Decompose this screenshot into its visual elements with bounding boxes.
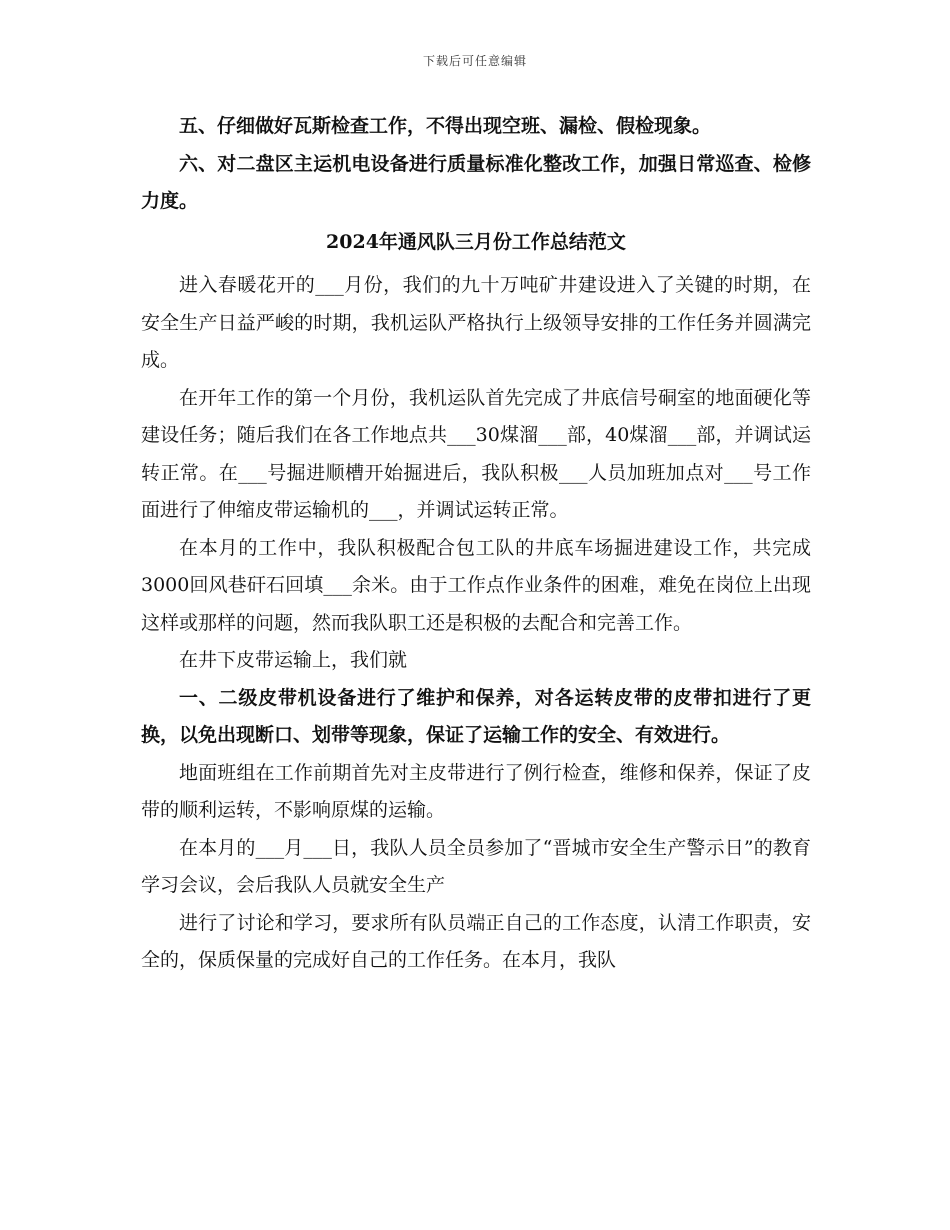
document-title: 2024年通风队三月份工作总结范文: [326, 230, 626, 253]
paragraph-item-5: 五、仔细做好瓦斯检查工作，不得出现空班、漏检、假检现象。: [179, 115, 712, 137]
paragraph-first-month: 在开年工作的第一个月份，我机运队首先完成了井底信号硐室的地面硬化等建设任务；随后我们在各工作地点共___30煤溜___部，40煤溜___部，并调试运转正常。在___号掘进顺槽开始掘进后，我队积极___人员加班加点对___号工作面进行了伸缩皮带运输机的___，并调试运转正常。: [141, 386, 811, 521]
paragraph-ground-team: 地面班组在工作前期首先对主皮带进行了例行检查，维修和保养，保证了皮带的顺利运转，不影响原煤的运输。: [141, 761, 811, 821]
paragraph-intro: 进入春暖花开的___月份，我们的九十万吨矿井建设进入了关键的时期，在安全生产日益严峻的时期，我机运队严格执行上级领导安排的工作任务并圆满完成。: [141, 274, 811, 371]
paragraph-this-month: 在本月的工作中，我队积极配合包工队的井底车场掘进建设工作，共完成3000回风巷矸石回填___余米。由于工作点作业条件的困难，难免在岗位上出现这样或那样的问题，然而我队职工还是积极的去配合和完善工作。: [141, 536, 811, 634]
paragraph-item-6: 六、对二盘区主运机电设备进行质量标准化整改工作，加强日常巡查、检修力度。: [141, 152, 811, 212]
paragraph-belt-transport: 在井下皮带运输上，我们就: [179, 649, 408, 671]
paragraph-discussion: 进行了讨论和学习，要求所有队员端正自己的工作态度，认清工作职责，安全的，保质保量的完成好自己的工作任务。在本月，我队: [141, 911, 811, 971]
document-body: [141, 108, 811, 980]
paragraph-belt-maintenance: 一、二级皮带机设备进行了维护和保养，对各运转皮带的皮带扣进行了更换，以免出现断口、划带等现象，保证了运输工作的安全、有效进行。: [141, 686, 811, 746]
header-note: 下载后可任意编辑: [422, 54, 527, 68]
paragraph-safety-day: 在本月的___月___日，我队人员全员参加了“晋城市安全生产警示日”的教育学习会议，会后我队人员就安全生产: [141, 836, 811, 896]
